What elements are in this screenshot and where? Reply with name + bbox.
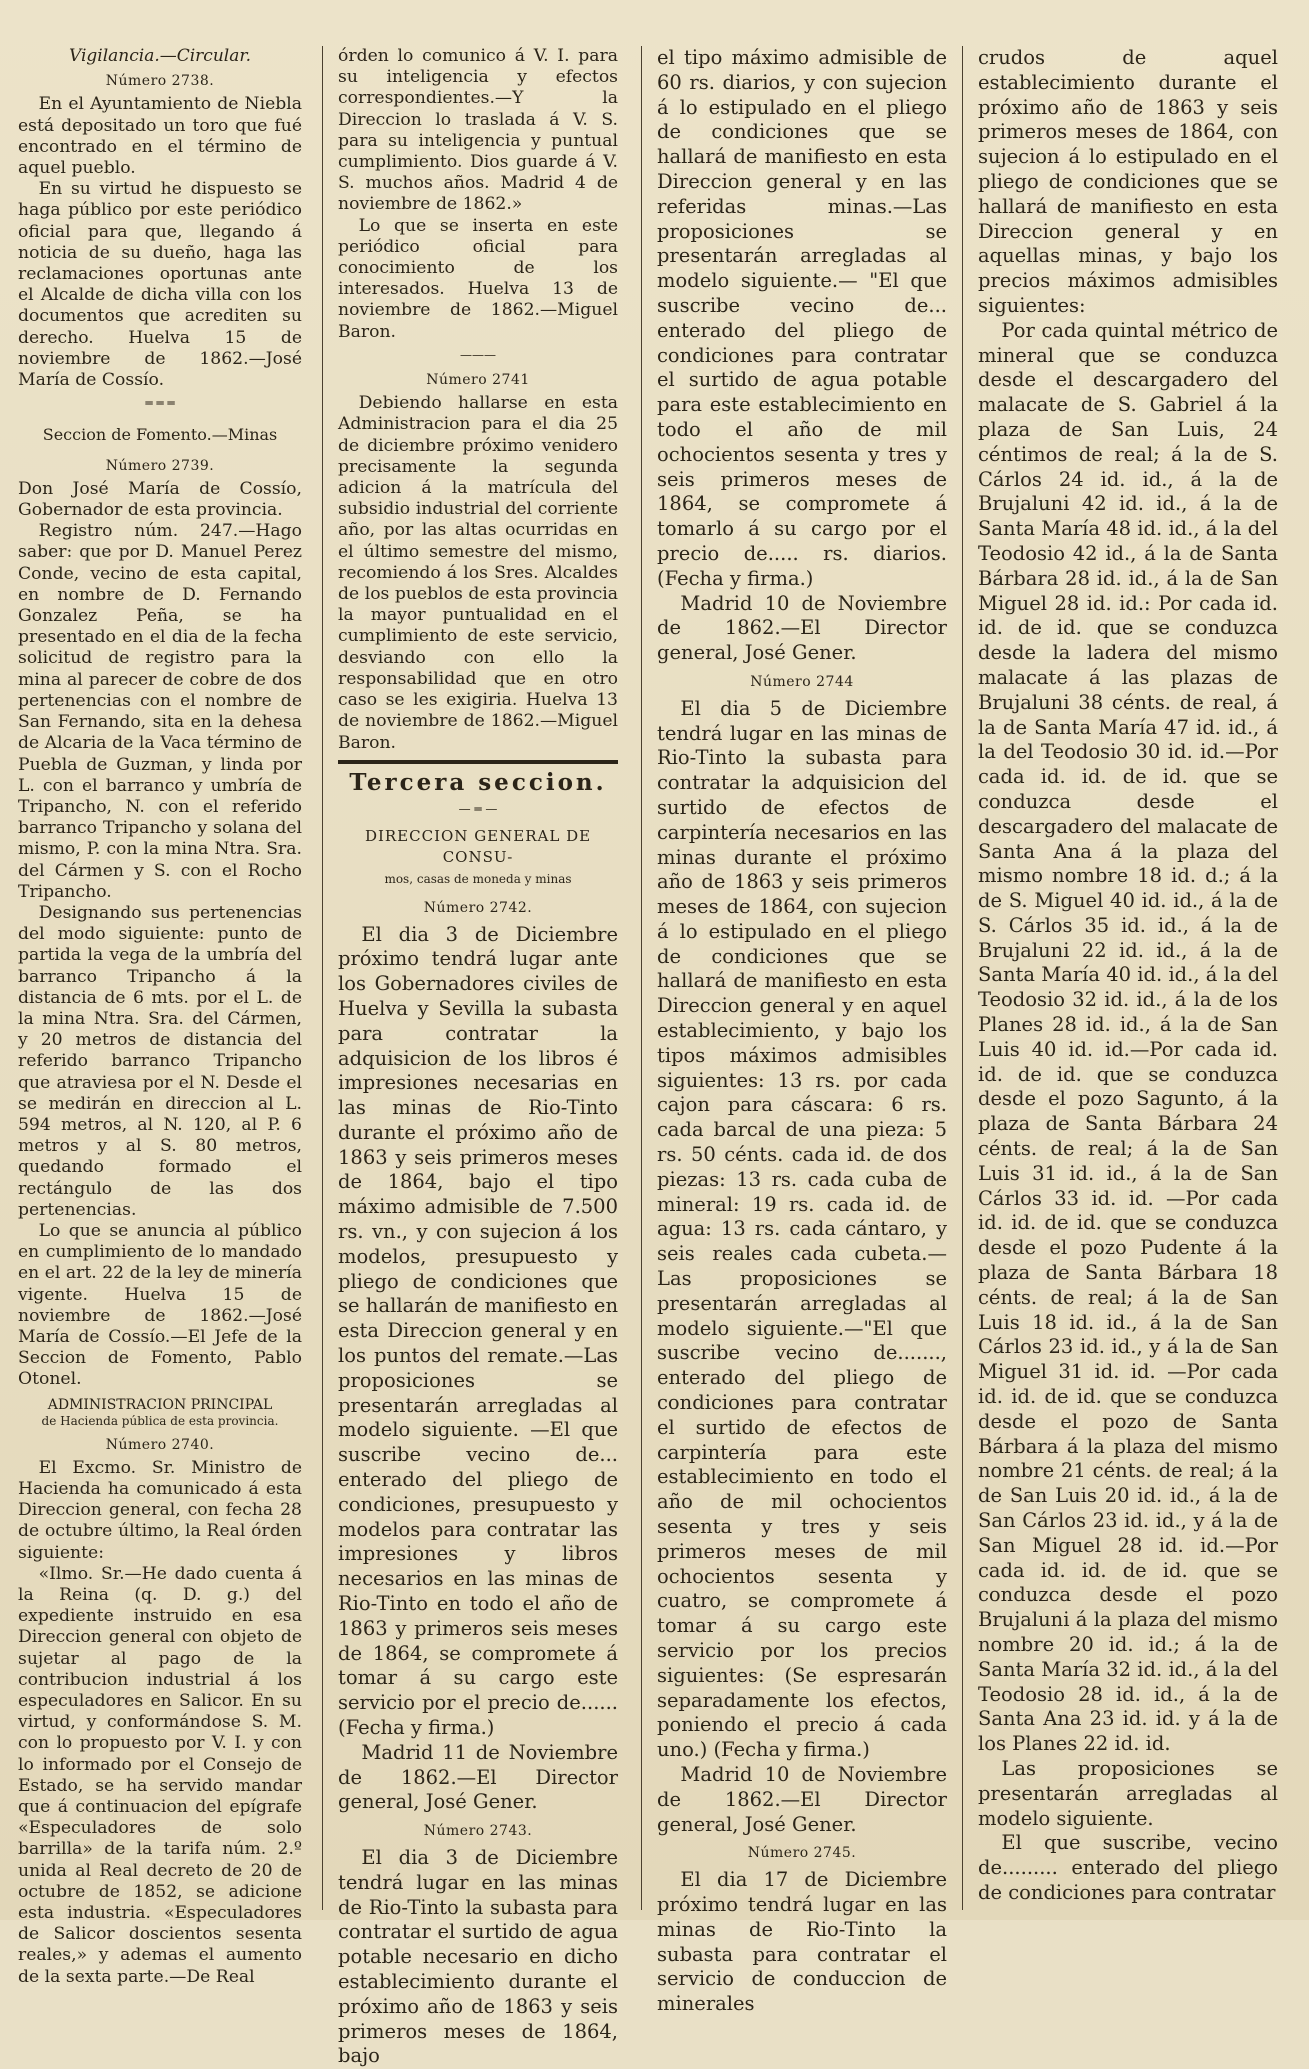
notice-paragraph: Registro núm. 247.—Hago saber: que por D. Manuel Perez Conde, vecino de esta capital, en nombre de D. Fernando Gonzalez Peña, se ha presentado en el dia de la fecha solicitud de registro para la mina al parecer de cobre de dos pertenencias con el nombre de San Fernando, sita en la dehesa de Alcaria de la Vaca término de Puebla de Guzman, y linda por L. con el barranco y umbría de Tripancho, N. con el referido barranco Tripancho y solana del mismo, P. con la mina Ntra. Sra. del Cármen y S. con el Rocho Tripancho. [18,521,302,902]
notice-paragraph: Debiendo hallarse en esta Administracion para el dia 25 de diciembre próximo venidero precisamente la segunda adicion á la matrícula del subsidio industrial del corriente año, por las altas ocurridas en el último semestre del mismo, recomiendo á los Sres. Alcaldes de los pueblos de esta provincia la mayor puntualidad en el cumplimiento de este servicio, desviando con ello la responsabilidad que en otro caso se les exigiria. Huelva 13 de noviembre de 1862.—Miguel Baron. [338,393,618,753]
notice-paragraph: órden lo comunico á V. I. para su inteligencia y efectos correspondientes.—Y la Direccion lo traslada á V. S. para su inteligencia y puntual cumplimiento. Dios guarde á V. S. muchos años. Madrid 4 de noviembre de 1862.» [338,46,618,215]
notice-paragraph: Madrid 11 de Noviembre de 1862.—El Director general, José Gener. [338,1740,618,1814]
column-rule [641,46,642,1910]
column-rule [962,46,963,1910]
notice-paragraph: Las proposiciones se presentarán arregladas al modelo siguiente. [978,1756,1278,1830]
notice-paragraph: El que suscribe, vecino de......... enterado del pliego de condiciones para contratar [978,1831,1278,1904]
direccion-heading: DIRECCION GENERAL DE CONSU- [364,827,592,867]
section-title-tercera: Tercera seccion. [349,768,607,796]
notice-number: Número 2741 [426,372,530,389]
column-3 [657,46,947,2016]
notice-paragraph: El dia 3 de Diciembre tendrá lugar en las minas de Rio-Tinto la subasta para contratar el surtido de agua potable necesario en dicho establecimiento durante el próximo año de 1863 y seis primeros meses de 1864, bajo [338,1846,618,2068]
notice-number: Número 2740. [105,1436,215,1453]
notice-paragraph: En el Ayuntamiento de Niebla está depositado un toro que fué encontrado en el término de aquel pueblo. [18,94,302,179]
admin-subtitle: de Hacienda pública de esta provincia. [41,1413,279,1428]
notice-number: Número 2743. [423,1823,533,1840]
notice-paragraph: Por cada quintal métrico de mineral que se conduzca desde el descargadero del malacate de S. Gabriel á la plaza de San Luis, 24 céntimos de real; á la de S. Cárlos 24 id. id., á la de Brujaluni 42 id. id., á la de Santa María 48 id. id., á la del Teodosio 42 id., á la de Santa Bárbara 28 id. id., á la de San Miguel 28 id. id.: Por cada id. id. de id. que se conduzca desde la ladera del mismo malacate á las plazas de Brujaluni 38 cénts. de real, á la de Santa María 47 id. id., á la del Teodosio 30 id. id.—Por cada id. id. de id. que se conduzca desde el descargadero del malacate de Santa Ana á la plaza del mismo nombre 18 id. d.; á la de S. Miguel 40 id. id., á la de S. Cárlos 35 id. id., á la de Brujaluni 22 id. id., á la de Santa María 40 id. id., á la del Teodosio 32 id. id., á la de los Planes 28 id. id., á la de San Luis 40 id. id.—Por cada id. id. de id. que se conduzca desde el pozo Sagunto, á la plaza de Santa Bárbara 24 cénts. de real; á la de San Luis 31 id. id., á la de San Cárlos 33 id. id. —Por cada id. id. de id. que se conduzca desde el pozo Pudente á la plaza de Santa Bárbara 18 cénts. de real; á la de San Luis 18 id. id., á la de San Cárlos 23 id. id., y á la de San Miguel 31 id. id. —Por cada id. id. de id. que se conduzca desde el pozo de Santa Bárbara á la plaza del mismo nombre 21 cénts. de real; á la de San Luis 20 id. id., á la de San Cárlos 23 id. id., y á la de San Miguel 28 id. id.—Por cada id. id. de id. que se conduzca desde el pozo Brujaluni á la plaza del mismo nombre 20 id. id.; á la de Santa María 32 id. id., á la del Teodosio 28 id. id., á la de Santa Ana 23 id. id. y á la de los Planes 22 id. id. [978,318,1278,1756]
notice-number: Número 2744 [750,673,854,690]
notice-paragraph: El dia 5 de Diciembre tendrá lugar en las minas de Rio-Tinto la subasta para contratar la adquisicion del surtido de efectos de carpintería necesarios en las minas durante el próximo año de 1863 y seis primeros meses de 1864, con sujecion á lo estipulado en el pliego de condiciones que se hallará de manifiesto en esta Direccion general y en aquel establecimiento, y bajo los tipos máximos admisibles siguientes: 13 rs. por cada cajon para cáscara: 6 rs. cada barcal de una pieza: 5 rs. 50 cénts. cada id. de dos piezas: 13 rs. cada cuba de mineral: 19 rs. cada id. de agua: 13 rs. cada cántaro, y seis reales cada cubeta.—Las proposiciones se presentarán arregladas al modelo siguiente.—"El que suscribe vecino de......., enterado del pliego de condiciones para contratar el surtido de efectos de carpintería para este establecimiento en todo el año de mil ochocientos sesenta y tres y seis primeros meses de mil ochocientos sesenta y cuatro, se compromete á tomar á su cargo este servicio por los precios siguientes: (Se espresarán separadamente los efectos, poniendo el precio á cada uno.) (Fecha y firma.) [657,696,947,1762]
admin-title: ADMINISTRACION PRINCIPAL [47,1396,273,1413]
notice-paragraph: Lo que se anuncia al público en cumplimiento de lo mandado en el art. 22 de la ley de minería vigente. Huelva 15 de noviembre de 1862.—José María de Cossío.—El Jefe de la Seccion de Fomento, Pablo Otonel. [18,1220,302,1390]
notice-paragraph: Madrid 10 de Noviembre de 1862.—El Director general, José Gener. [657,591,947,665]
column-2 [338,46,618,2068]
notice-number: Número 2745. [747,1845,857,1862]
notice-paragraph: En su virtud he dispuesto se haga público por este periódico oficial para que, llegando á noticia de su dueño, haga las reclamaciones oportunas ante el Alcalde de dicha villa con los documentos que acrediten su derecho. Huelva 15 de noviembre de 1862.—José María de Cossío. [18,179,302,391]
column-rule [322,46,323,1910]
section-heading: Seccion de Fomento.—Minas [42,425,278,445]
notice-paragraph: Lo que se inserta en este periódico oficial para conocimiento de los interesados. Huelva 13 de noviembre de 1862.—Miguel Baron. [338,215,618,342]
heading-vigilancia: Vigilancia.—Circular. [68,46,252,66]
notice-paragraph: El dia 17 de Diciembre próximo tendrá lugar en las minas de Rio-Tinto la subasta para contratar el servicio de conduccion de minerales [657,1868,947,2016]
admin-heading [18,1397,302,1429]
separator: — ═ — [458,801,498,816]
column-4 [978,46,1278,1910]
notice-number: Número 2739. [105,457,215,474]
separator: ——— [460,347,496,362]
direccion-subheading: mos, casas de moneda y minas [384,871,572,886]
notice-paragraph: el tipo máximo admisible de 60 rs. diarios, y con sujecion á lo estipulado en el pliego de condiciones que se hallará de manifiesto en esta Direccion general y en las referidas minas.—Las proposiciones se presentarán arregladas al modelo siguiente.— "El que suscribe vecino de... enterado del pliego de condiciones para contratar el surtido de agua potable para este establecimiento en todo el año de mil ochocientos sesenta y tres y seis primeros meses de 1864, se compromete á tomarlo á su cargo por el precio de..... rs. diarios. (Fecha y firma.) [657,46,947,590]
notice-number: Número 2742. [423,899,533,916]
column-1 [18,46,302,1987]
notice-paragraph: crudos de aquel establecimiento durante el próximo año de 1863 y seis primeros meses de 1864, con sujecion á lo estipulado en el pliego de condiciones que se hallará de manifiesto en esta Direccion general y en aquellas minas, y bajo los precios máximos admisibles siguientes: [978,46,1278,317]
notice-paragraph: El dia 3 de Diciembre próximo tendrá lugar ante los Gobernadores civiles de Huelva y Sevilla la subasta para contratar la adquisicion de los libros é impresiones necesarias en las minas de Rio-Tinto durante el próximo año de 1863 y seis primeros meses de 1864, bajo el tipo máximo admisible de 7.500 rs. vn., y con sujecion á los modelos, presupuesto y pliego de condiciones que se hallarán de manifiesto en esta Direccion general y en los puntos del remate.—Las proposiciones se presentarán arregladas al modelo siguiente. —El que suscribe vecino de... enterado del pliego de condiciones, presupuesto y modelos para contratar las impresiones y libros necesarios en las minas de Rio-Tinto en todo el año de 1863 y primeros seis meses de 1864, se compromete á tomar á su cargo este servicio por el precio de...... (Fecha y firma.) [338,922,618,1740]
notice-paragraph: El Excmo. Sr. Ministro de Hacienda ha comunicado á esta Direccion general, con fecha 28 de octubre último, la Real órden siguiente: [18,1457,302,1563]
separator: ═ ═ ═ [145,396,175,411]
notice-paragraph: Don José María de Cossío, Gobernador de esta provincia. [18,478,302,521]
section-rule [338,760,618,764]
notice-paragraph: «Ilmo. Sr.—He dado cuenta á la Reina (q. D. g.) del expediente instruido en esa Direccion general con objeto de sujetar al pago de la contribucion industrial á los especuladores en Salicor. En su virtud, y conformándose S. M. con lo propuesto por V. I. y con lo informado por el Consejo de Estado, se ha servido mandar que á continuacion del epígrafe «Especuladores de solo barrilla» de la tarifa núm. 2.º unida al Real decreto de 20 de octubre de 1852, se adicione esta industria. «Especuladores de Salicor doscientos sesenta reales,» y ademas el aumento de la sexta parte.—De Real [18,1563,302,1987]
notice-number: Número 2738. [105,73,215,90]
notice-paragraph: Designando sus pertenencias del modo siguiente: punto de partida la vega de la umbría del barranco Tripancho á la distancia de 6 mts. por el L. de la mina Ntra. Sra. del Cármen, y 20 metros de distancia del referido barranco Tripancho que atraviesa por el N. Desde el se medirán en direccion al L. 594 metros, al N. 120, al P. 6 metros y al S. 80 metros, quedando formado el rectángulo de las dos pertenencias. [18,902,302,1220]
notice-paragraph: Madrid 10 de Noviembre de 1862.—El Director general, José Gener. [657,1762,947,1836]
